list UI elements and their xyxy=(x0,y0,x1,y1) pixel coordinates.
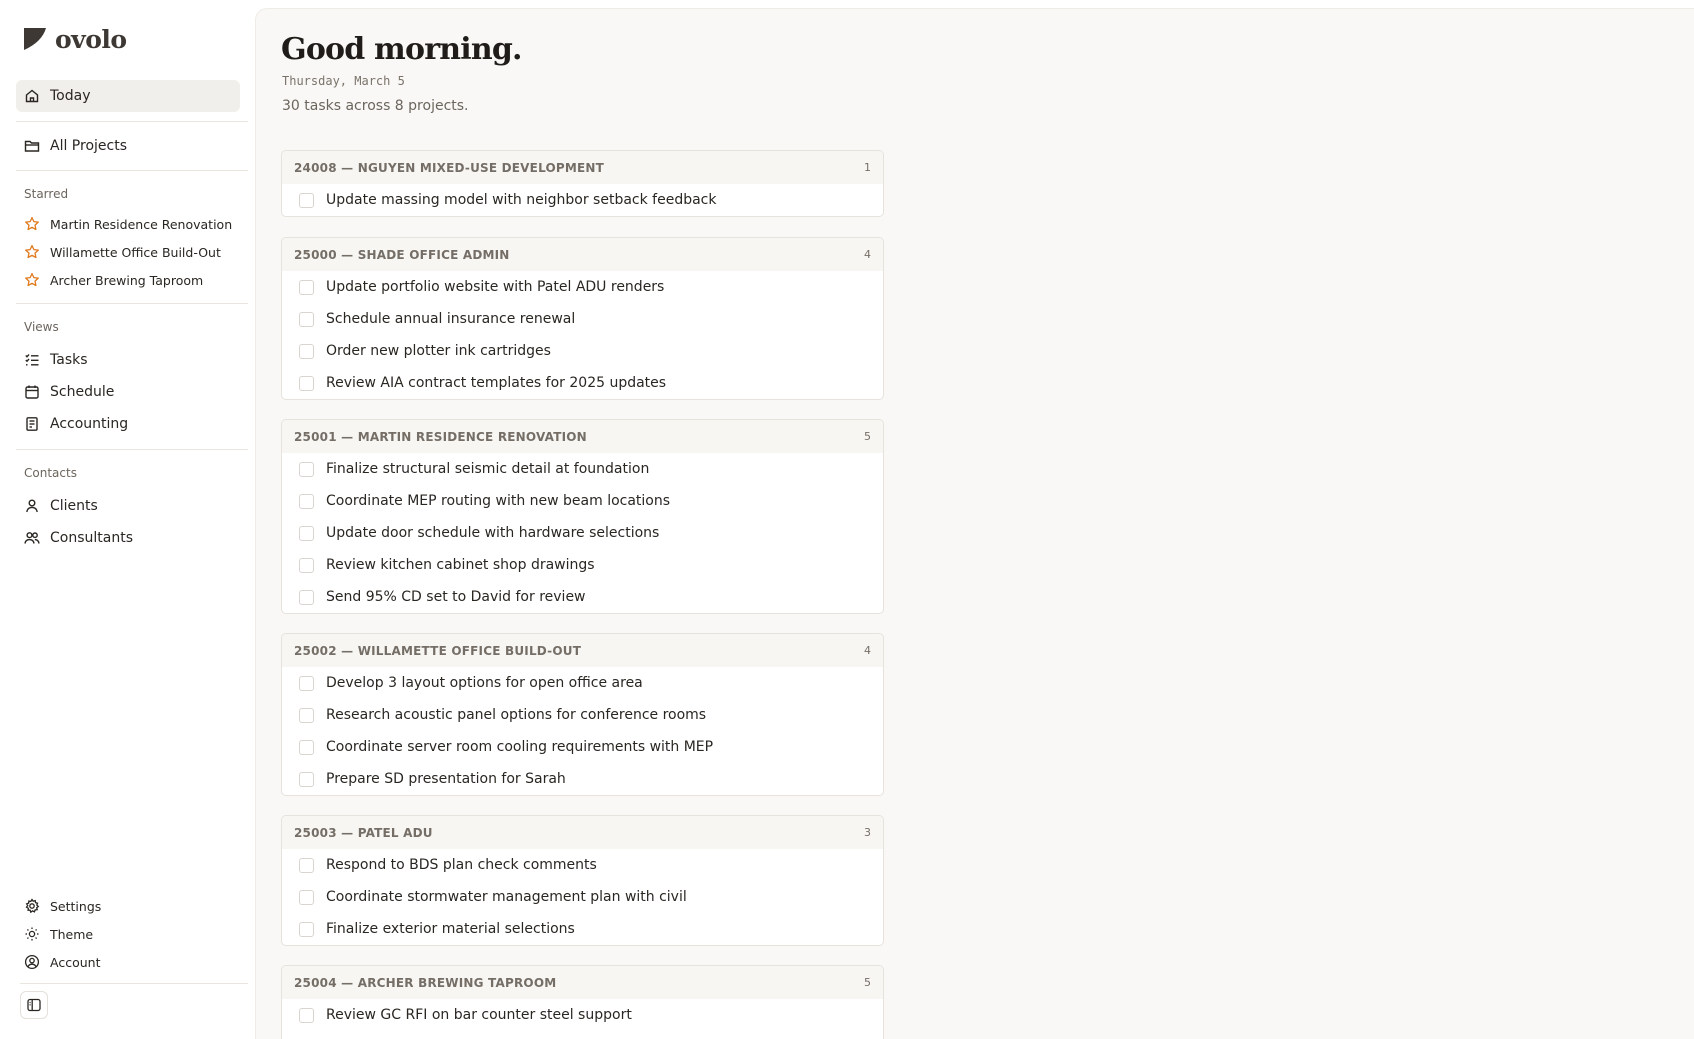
sun-icon xyxy=(24,926,40,942)
sidebar-item-label: Archer Brewing Taproom xyxy=(50,272,204,288)
project-group-title: 25004 — ARCHER BREWING TAPROOM xyxy=(294,975,557,990)
sidebar-item-willamette-office[interactable] xyxy=(16,239,240,265)
page-title: Good morning. xyxy=(281,32,522,67)
project-group xyxy=(281,633,884,796)
task-checkbox[interactable] xyxy=(299,193,314,208)
divider xyxy=(20,983,248,984)
section-label-contacts: Contacts xyxy=(24,466,77,480)
star-icon xyxy=(24,244,40,260)
task-row[interactable] xyxy=(282,881,883,913)
task-count: 5 xyxy=(864,430,871,443)
sidebar-item-martin-residence[interactable] xyxy=(16,211,240,237)
task-checkbox[interactable] xyxy=(299,376,314,391)
project-group-header[interactable] xyxy=(282,238,883,271)
current-date: Thursday, March 5 xyxy=(282,74,405,88)
task-checkbox[interactable] xyxy=(299,772,314,787)
task-label: Finalize exterior material selections xyxy=(326,921,575,937)
project-group xyxy=(281,965,884,1039)
task-checkbox[interactable] xyxy=(299,858,314,873)
task-row[interactable] xyxy=(282,763,883,795)
calendar-icon xyxy=(24,384,40,400)
task-checkbox[interactable] xyxy=(299,344,314,359)
project-group-title: 25002 — WILLAMETTE OFFICE BUILD-OUT xyxy=(294,643,582,658)
task-row[interactable] xyxy=(282,581,883,613)
sidebar-item-account[interactable] xyxy=(16,949,240,975)
project-group xyxy=(281,150,884,217)
task-checkbox[interactable] xyxy=(299,676,314,691)
task-label: Schedule annual insurance renewal xyxy=(326,311,576,327)
task-checkbox[interactable] xyxy=(299,312,314,327)
task-label: Coordinate MEP routing with new beam locations xyxy=(326,493,671,509)
project-group xyxy=(281,419,884,614)
task-row[interactable] xyxy=(282,849,883,881)
project-group xyxy=(281,237,884,400)
task-row[interactable] xyxy=(282,667,883,699)
sidebar-item-label: All Projects xyxy=(50,138,127,154)
app-name: ovolo xyxy=(55,24,127,54)
task-row[interactable] xyxy=(282,303,883,335)
task-row[interactable] xyxy=(282,549,883,581)
sidebar-item-label: Consultants xyxy=(50,530,133,546)
project-group-header[interactable] xyxy=(282,634,883,667)
sidebar-item-archer-brewing[interactable] xyxy=(16,267,240,293)
star-icon xyxy=(24,272,40,288)
task-checkbox[interactable] xyxy=(299,462,314,477)
task-label: Respond to BDS plan check comments xyxy=(326,857,597,873)
task-row[interactable] xyxy=(282,271,883,303)
task-row[interactable] xyxy=(282,699,883,731)
task-count: 4 xyxy=(864,248,871,261)
sidebar-item-label: Tasks xyxy=(50,352,88,368)
sidebar-item-all-projects[interactable] xyxy=(16,130,240,162)
sidebar-item-today[interactable] xyxy=(16,80,240,112)
project-group-header[interactable] xyxy=(282,816,883,849)
sidebar-item-label: Accounting xyxy=(50,416,129,432)
list-checks-icon xyxy=(24,352,40,368)
task-label: Review GC RFI on bar counter steel support xyxy=(326,1007,632,1023)
folder-icon xyxy=(24,138,40,154)
sidebar-item-label: Clients xyxy=(50,498,98,514)
divider xyxy=(16,449,248,450)
sidebar-toggle-icon xyxy=(26,997,42,1013)
task-count: 3 xyxy=(864,826,871,839)
project-group-title: 25001 — MARTIN RESIDENCE RENOVATION xyxy=(294,429,587,444)
account-circle-icon xyxy=(24,954,40,970)
section-label-starred: Starred xyxy=(24,187,69,201)
task-row[interactable] xyxy=(282,184,883,216)
task-label: Research acoustic panel options for conference rooms xyxy=(326,707,707,723)
gear-icon xyxy=(24,898,40,914)
sidebar-item-label: Martin Residence Renovation xyxy=(50,216,233,232)
task-checkbox[interactable] xyxy=(299,526,314,541)
task-label: Update door schedule with hardware selections xyxy=(326,525,660,541)
task-label: Coordinate stormwater management plan with civil xyxy=(326,889,687,905)
sidebar-item-label: Theme xyxy=(50,926,94,942)
user-icon xyxy=(24,498,40,514)
task-row[interactable] xyxy=(282,367,883,399)
task-checkbox[interactable] xyxy=(299,280,314,295)
task-checkbox[interactable] xyxy=(299,590,314,605)
sidebar-item-accounting[interactable] xyxy=(16,408,240,440)
logo-mark-icon xyxy=(24,28,46,50)
task-checkbox[interactable] xyxy=(299,740,314,755)
sidebar xyxy=(0,0,255,1039)
task-row[interactable] xyxy=(282,335,883,367)
task-label: Coordinate server room cooling requirements with MEP xyxy=(326,739,714,755)
sidebar-item-settings[interactable] xyxy=(16,893,240,919)
task-row[interactable] xyxy=(282,731,883,763)
sidebar-item-label: Schedule xyxy=(50,384,115,400)
project-group-header[interactable] xyxy=(282,420,883,453)
task-count: 4 xyxy=(864,644,871,657)
task-checkbox[interactable] xyxy=(299,494,314,509)
project-group-header[interactable] xyxy=(282,966,883,999)
project-group-title: 25000 — SHADE OFFICE ADMIN xyxy=(294,247,510,262)
task-row[interactable] xyxy=(282,517,883,549)
users-icon xyxy=(24,530,40,546)
task-label: Prepare SD presentation for Sarah xyxy=(326,771,566,787)
sidebar-item-label: Today xyxy=(50,88,91,104)
task-label: Finalize structural seismic detail at foundation xyxy=(326,461,650,477)
task-checkbox[interactable] xyxy=(299,922,314,937)
task-label: Order new plotter ink cartridges xyxy=(326,343,551,359)
receipt-icon xyxy=(24,416,40,432)
collapse-sidebar-button[interactable] xyxy=(20,991,48,1019)
project-group-header[interactable] xyxy=(282,151,883,184)
star-icon xyxy=(24,216,40,232)
task-label: Review kitchen cabinet shop drawings xyxy=(326,557,595,573)
task-count: 1 xyxy=(864,161,871,174)
task-label: Update portfolio website with Patel ADU renders xyxy=(326,279,665,295)
sidebar-item-clients[interactable] xyxy=(16,490,240,522)
sidebar-item-label: Account xyxy=(50,954,101,970)
task-row[interactable] xyxy=(282,453,883,485)
project-group-title: 24008 — NGUYEN MIXED-USE DEVELOPMENT xyxy=(294,160,605,175)
main-content xyxy=(255,8,1694,1039)
task-row[interactable] xyxy=(282,999,883,1031)
project-group-title: 25003 — PATEL ADU xyxy=(294,825,433,840)
task-row[interactable] xyxy=(282,913,883,945)
divider xyxy=(16,303,248,304)
divider xyxy=(16,121,248,122)
task-row[interactable] xyxy=(282,485,883,517)
app-logo[interactable] xyxy=(24,24,127,54)
sidebar-item-theme[interactable] xyxy=(16,921,240,947)
section-label-views: Views xyxy=(24,320,59,334)
sidebar-item-label: Willamette Office Build-Out xyxy=(50,244,221,260)
project-group xyxy=(281,815,884,946)
home-icon xyxy=(24,88,40,104)
task-summary: 30 tasks across 8 projects. xyxy=(282,98,469,114)
task-label: Send 95% CD set to David for review xyxy=(326,589,586,605)
divider xyxy=(16,170,248,171)
task-checkbox[interactable] xyxy=(299,1008,314,1023)
task-checkbox[interactable] xyxy=(299,558,314,573)
task-label: Review AIA contract templates for 2025 updates xyxy=(326,375,667,391)
sidebar-item-consultants[interactable] xyxy=(16,522,240,554)
task-label: Update massing model with neighbor setback feedback xyxy=(326,192,717,208)
task-checkbox[interactable] xyxy=(299,890,314,905)
sidebar-item-tasks[interactable] xyxy=(16,344,240,376)
task-count: 5 xyxy=(864,976,871,989)
sidebar-item-schedule[interactable] xyxy=(16,376,240,408)
sidebar-item-label: Settings xyxy=(50,898,102,914)
task-checkbox[interactable] xyxy=(299,708,314,723)
task-label: Develop 3 layout options for open office area xyxy=(326,675,643,691)
